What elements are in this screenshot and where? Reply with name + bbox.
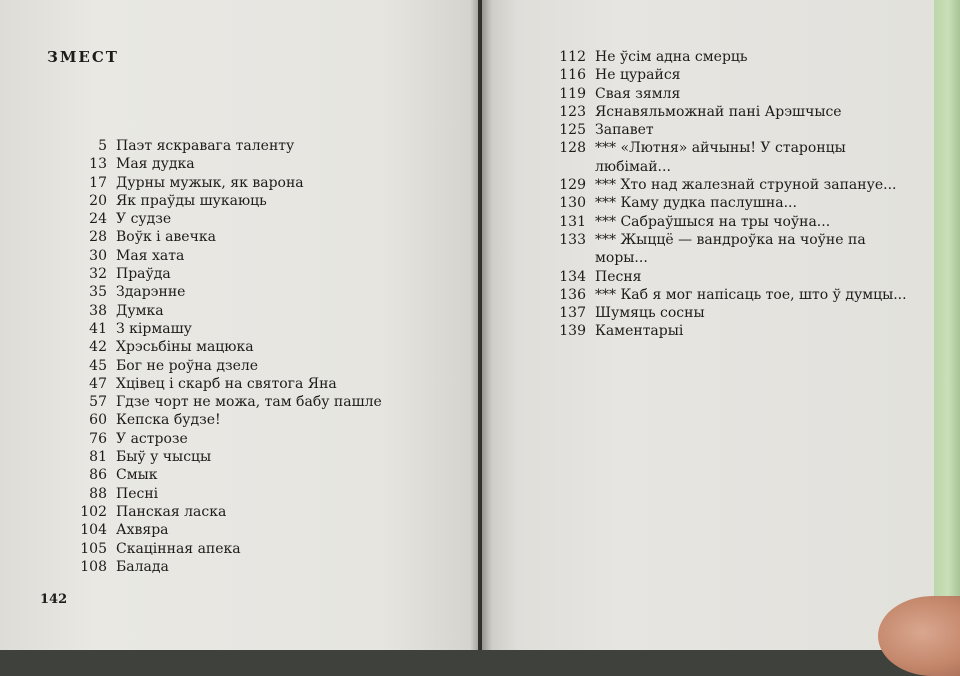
toc-entry-title: Песні — [116, 485, 159, 502]
toc-entry — [548, 66, 907, 84]
toc-entry-title: У астрозе — [116, 430, 188, 447]
toc-page-number: 134 — [559, 268, 586, 285]
toc-entry-title: Мая хата — [116, 247, 185, 264]
toc-entry-title: *** «Лютня» айчыны! У старонцы любімай... — [595, 140, 846, 175]
toc-entry — [548, 286, 907, 304]
toc-entry — [72, 521, 382, 539]
toc-entry-title: Каментарыі — [595, 323, 684, 340]
toc-page-number: 119 — [559, 85, 586, 102]
toc-entry-title: Хрэсьбіны мацюка — [116, 339, 254, 356]
toc-page-number: 30 — [89, 247, 107, 264]
toc-entry-title: Песня — [595, 268, 642, 285]
toc-entry — [548, 194, 907, 212]
toc-entry-title: У судзе — [116, 211, 172, 228]
toc-page-number: 105 — [80, 540, 107, 557]
toc-page-number: 17 — [89, 174, 107, 191]
toc-page-number: 47 — [89, 375, 107, 392]
toc-page-number: 123 — [559, 103, 586, 120]
toc-entry-title: Праўда — [116, 266, 171, 283]
book-gutter-shadow — [470, 0, 492, 650]
left-page — [0, 0, 478, 650]
toc-entry-title: Думка — [116, 302, 164, 319]
toc-page-number: 129 — [559, 177, 586, 194]
toc-entry — [548, 213, 907, 231]
toc-entry — [548, 268, 907, 286]
toc-entry-title: *** Каму дудка паслушна... — [595, 195, 797, 212]
toc-page-number: 42 — [89, 339, 107, 356]
toc-page-number: 32 — [89, 266, 107, 283]
toc-entry-title: Воўк і авечка — [116, 229, 216, 246]
toc-entry — [548, 176, 907, 194]
toc-entry-title: Запавет — [595, 122, 654, 139]
toc-entry-title: Паэт яскравага таленту — [116, 138, 295, 154]
toc-entry — [72, 430, 382, 448]
toc-entry-title: Скацінная апека — [116, 540, 241, 557]
toc-page-number: 136 — [559, 286, 586, 303]
toc-entry — [72, 540, 382, 558]
toc-entry — [72, 228, 382, 246]
toc-entry — [72, 466, 382, 484]
toc-page-number: 130 — [559, 195, 586, 212]
toc-page-number: 88 — [89, 485, 107, 502]
toc-list-left — [72, 137, 382, 576]
toc-entry-title: Панская ласка — [116, 503, 227, 520]
toc-page-number: 104 — [80, 522, 107, 539]
toc-entry-title: *** Сабраўшыся на тры чоўна... — [595, 213, 831, 230]
toc-entry-title: Ахвяра — [116, 522, 169, 539]
toc-entry — [548, 48, 907, 66]
toc-entry-title: Яснавяльможнай пані Арэшчысе — [595, 103, 842, 120]
toc-page-number: 5 — [98, 138, 107, 154]
toc-entry — [72, 448, 382, 466]
toc-entry-title: Смык — [116, 467, 158, 484]
page-folio-number: 142 — [40, 592, 68, 607]
toc-page-number: 38 — [89, 302, 107, 319]
toc-entry — [72, 357, 382, 375]
toc-entry-title: *** Каб я мог напісаць тое, што ў думцы... — [595, 286, 907, 303]
toc-page-number: 137 — [559, 305, 586, 322]
toc-page-number: 108 — [80, 558, 107, 575]
toc-entry-title: *** Жыццё — вандроўка на чоўне па моры... — [595, 231, 866, 267]
toc-page-number: 81 — [89, 449, 107, 466]
toc-page-number: 116 — [559, 67, 586, 84]
toc-entry-title: *** Хто над жалезнай струной запануе... — [595, 177, 897, 194]
toc-page-number: 86 — [89, 467, 107, 484]
toc-entry-title: Балада — [116, 558, 169, 575]
toc-entry-title: Не ўсім адна смерць — [595, 49, 748, 65]
toc-page-number: 76 — [89, 430, 107, 447]
toc-page-number: 28 — [89, 229, 107, 246]
toc-entry-title: Мая дудка — [116, 156, 195, 173]
toc-entry — [72, 375, 382, 393]
toc-entry — [72, 503, 382, 521]
toc-entry-title: Гдзе чорт не можа, там бабу пашле — [116, 394, 382, 411]
toc-entry-title: Здарэнне — [116, 284, 186, 301]
toc-entry-title: Бог не роўна дзеле — [116, 357, 259, 374]
toc-entry — [72, 174, 382, 192]
toc-entry-title: З кірмашу — [116, 320, 192, 337]
toc-entry — [72, 137, 382, 155]
toc-page-number: 13 — [89, 156, 107, 173]
book-cover-board — [930, 0, 960, 600]
toc-entry-title: Шумяць сосны — [595, 305, 705, 322]
toc-entry — [548, 304, 907, 322]
toc-entry — [548, 103, 907, 121]
toc-page-number: 41 — [89, 320, 107, 337]
toc-page-number: 131 — [559, 213, 586, 230]
toc-entry — [72, 338, 382, 356]
toc-page-number: 112 — [559, 49, 586, 65]
toc-entry — [548, 139, 907, 176]
toc-page-number: 45 — [89, 357, 107, 374]
toc-page-number: 128 — [559, 140, 586, 157]
toc-list-right — [548, 48, 907, 341]
toc-entry — [72, 210, 382, 228]
toc-entry — [72, 411, 382, 429]
toc-entry-title: Не цурайся — [595, 67, 681, 84]
toc-page-number: 35 — [89, 284, 107, 301]
toc-entry — [72, 320, 382, 338]
toc-entry-title: Быў у чысцы — [116, 449, 212, 466]
toc-page-number: 133 — [559, 231, 586, 248]
toc-page-number: 20 — [89, 192, 107, 209]
toc-entry — [548, 322, 907, 340]
toc-entry — [548, 231, 907, 268]
toc-entry — [72, 302, 382, 320]
toc-page-number: 24 — [89, 211, 107, 228]
toc-entry — [72, 485, 382, 503]
toc-entry — [548, 85, 907, 103]
toc-entry — [72, 393, 382, 411]
toc-title: ЗМЕСТ — [47, 48, 119, 66]
toc-entry — [72, 558, 382, 576]
toc-entry-title: Свая зямля — [595, 85, 681, 102]
toc-page-number: 102 — [80, 503, 107, 520]
toc-page-number: 125 — [559, 122, 586, 139]
toc-page-number: 57 — [89, 394, 107, 411]
toc-entry-title: Хцівец і скарб на святога Яна — [116, 375, 337, 392]
toc-entry — [72, 247, 382, 265]
toc-entry — [72, 155, 382, 173]
toc-page-number: 60 — [89, 412, 107, 429]
toc-entry-title: Кепска будзе! — [116, 412, 221, 429]
toc-entry — [548, 121, 907, 139]
toc-entry — [72, 265, 382, 283]
toc-entry — [72, 283, 382, 301]
toc-page-number: 139 — [559, 323, 586, 340]
toc-entry-title: Як праўды шукаюць — [116, 192, 267, 209]
toc-entry-title: Дурны мужык, як варона — [116, 174, 304, 191]
toc-entry — [72, 192, 382, 210]
